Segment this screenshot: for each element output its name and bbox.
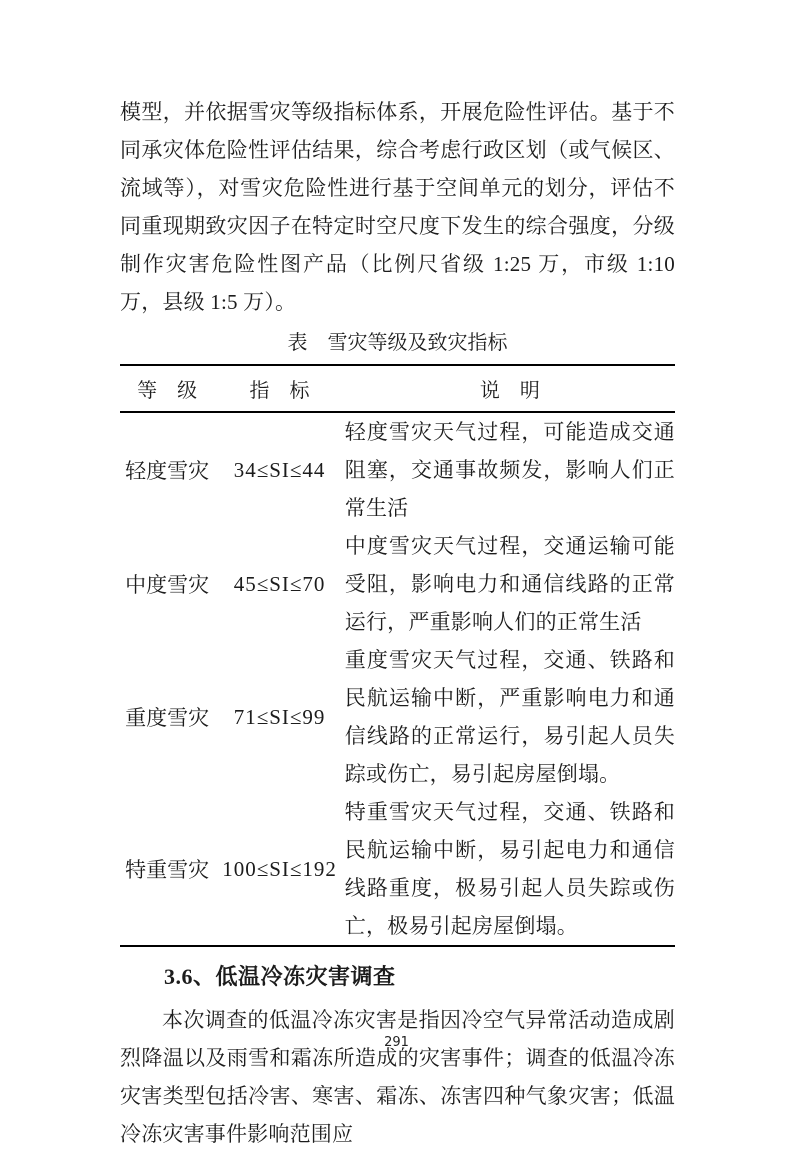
cell-indicator: 34≤SI≤44 xyxy=(233,457,326,482)
column-header-indicator: 指 标 xyxy=(249,380,310,402)
paragraph-section-body: 本次调查的低温冷冻灾害是指因冷空气异常活动造成剧烈降温以及雨雪和霜冻所造成的灾害事件；调查的低温冷冻灾害类型包括冷害、寒害、霜冻、冻害四种气象灾害；低温冷冻灾害事件影响范围应 xyxy=(120,1008,675,1146)
cell-level: 特重雪灾 xyxy=(125,858,210,882)
table-title: 表 雪灾等级及致灾指标 xyxy=(287,332,508,354)
table-row xyxy=(120,412,675,527)
cell-indicator: 71≤SI≤99 xyxy=(233,704,326,729)
snow-disaster-grade-table xyxy=(120,364,675,947)
cell-level: 重度雪灾 xyxy=(125,706,210,730)
column-header-description: 说 明 xyxy=(479,380,540,402)
table-row xyxy=(120,641,675,793)
column-header-level: 等 级 xyxy=(137,380,198,402)
table-body xyxy=(120,412,675,946)
cell-indicator: 45≤SI≤70 xyxy=(233,571,326,596)
table-header-row xyxy=(120,365,675,412)
page-number: 291 xyxy=(384,1035,409,1050)
table-head xyxy=(120,365,675,412)
cell-description: 特重雪灾天气过程，交通、铁路和民航运输中断，易引起电力和通信线路重度，极易引起人员失踪或伤亡，极易引起房屋倒塌。 xyxy=(344,800,675,938)
cell-description: 中度雪灾天气过程，交通运输可能受阻，影响电力和通信线路的正常运行，严重影响人们的正常生活 xyxy=(344,534,675,634)
table-row xyxy=(120,793,675,946)
section-heading-3-6: 3.6、低温冷冻灾害调查 xyxy=(164,964,396,989)
cell-description: 轻度雪灾天气过程，可能造成交通阻塞，交通事故频发，影响人们正常生活 xyxy=(344,420,675,520)
cell-level: 中度雪灾 xyxy=(125,573,210,597)
paragraph-continued-from-previous-page: 模型，并依据雪灾等级指标体系，开展危险性评估。基于不同承灾体危险性评估结果，综合考虑行政区划（或气候区、流域等），对雪灾危险性进行基于空间单元的划分，评估不同重现期致灾因子在特定时空尺度下发生的综合强度，分级制作灾害危险性图产品（比例尺省级 1:25 万，市级 1:10 万，县级 1:5 万）。 xyxy=(120,100,675,314)
cell-indicator: 100≤SI≤192 xyxy=(222,856,337,881)
cell-description: 重度雪灾天气过程，交通、铁路和民航运输中断，严重影响电力和通信线路的正常运行，易引起人员失踪或伤亡，易引起房屋倒塌。 xyxy=(344,648,675,786)
cell-level: 轻度雪灾 xyxy=(125,459,210,483)
table-row xyxy=(120,527,675,641)
